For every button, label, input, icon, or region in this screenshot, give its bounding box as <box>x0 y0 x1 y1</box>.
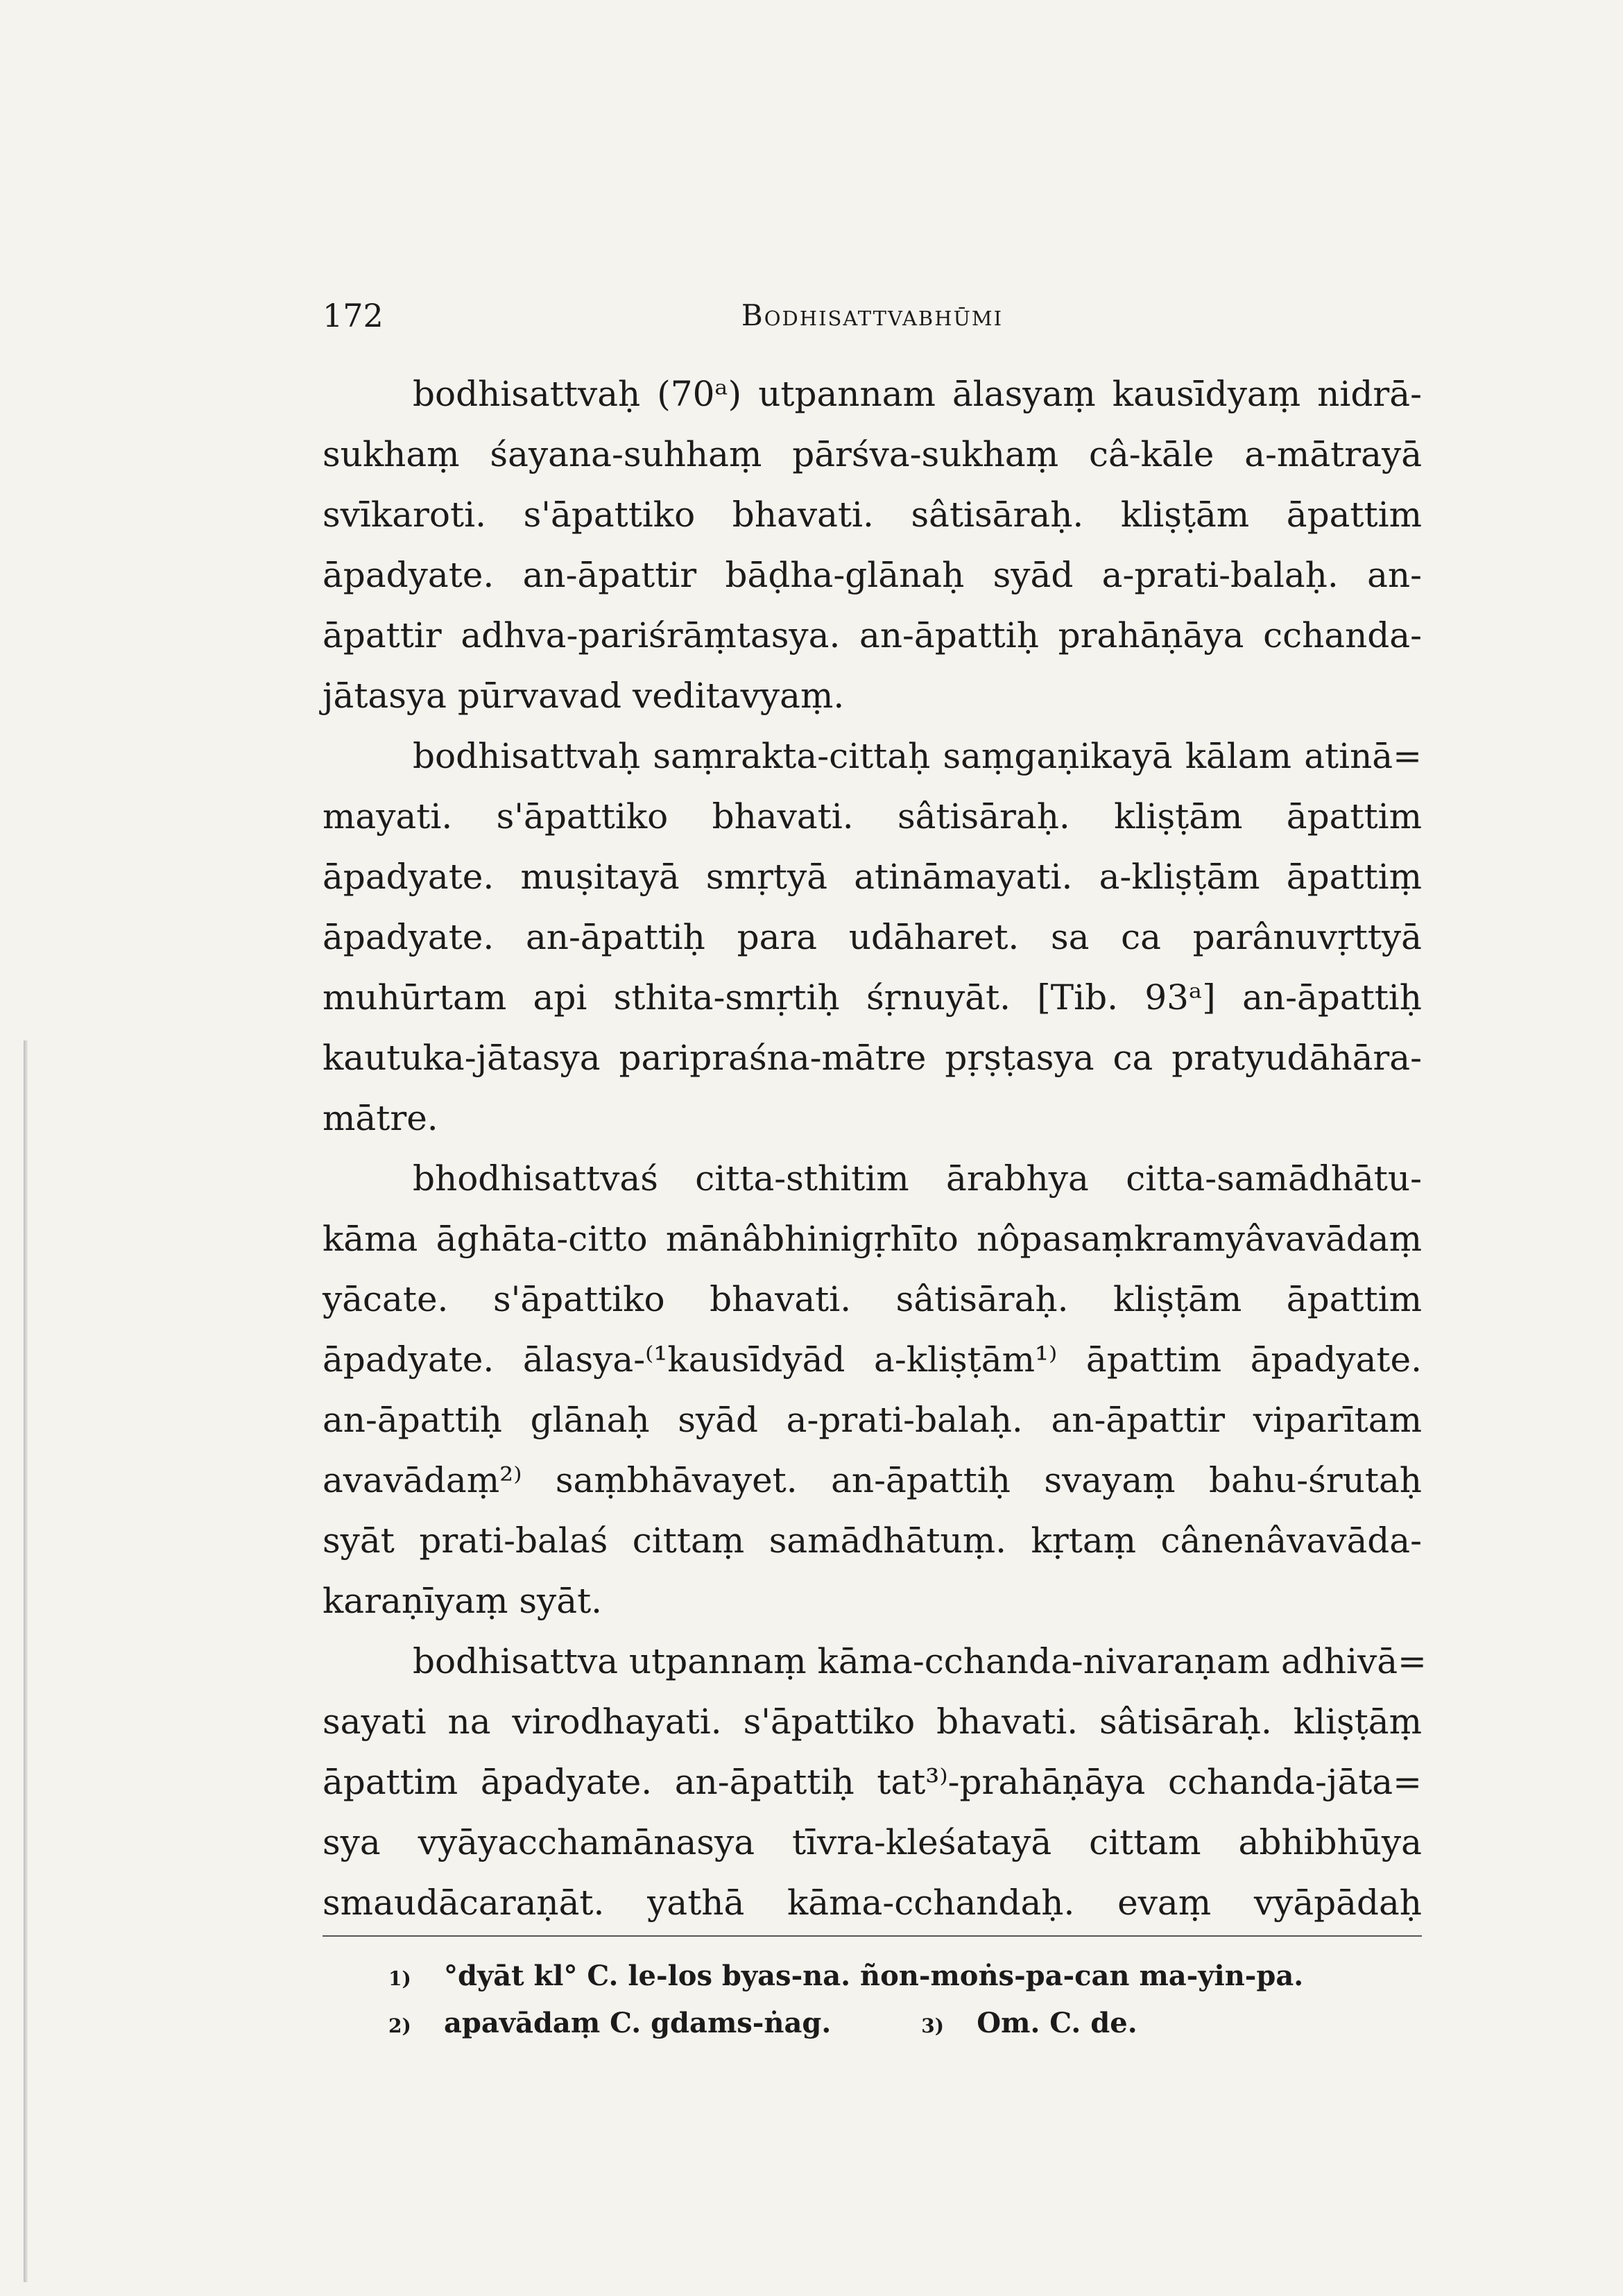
page-header <box>323 291 1422 340</box>
body-text <box>323 364 1427 1933</box>
text-line: āpattim āpadyate. an-āpattiḥ tat³⁾-prahāṇāya cchanda-jāta= <box>323 1762 1422 1802</box>
text-line: sayati na virodhayati. s'āpattiko bhavati. sâtisāraḥ. kliṣṭāṃ <box>323 1702 1422 1742</box>
text-line: syāt prati-balaś cittaṃ samādhātuṃ. kṛtaṃ cânenâvavāda- <box>323 1520 1422 1561</box>
text-line: karaṇīyaṃ syāt. <box>323 1581 603 1621</box>
footnote-text: Om. C. de. <box>977 2007 1137 2039</box>
text-line: āpadyate. muṣitayā smṛtyā atināmayati. a-kliṣṭām āpattiṃ <box>323 857 1422 897</box>
footnote-text: apavādaṃ C. gdams-ṅag. <box>444 2007 832 2039</box>
footnote-marker: 1) <box>388 1967 411 1990</box>
text-line: bodhisattvaḥ (70ᵃ) utpannam ālasyaṃ kausīdyaṃ nidrā- <box>413 374 1422 414</box>
footnote-rule <box>323 1935 1422 1937</box>
text-line: mayati. s'āpattiko bhavati. sâtisāraḥ. kliṣṭām āpattim <box>323 796 1422 837</box>
text-line: kāma āghāta-citto mānâbhinigṛhīto nôpasaṃkramyâvavādaṃ <box>323 1219 1422 1259</box>
text-line: jātasya pūrvavad veditavyaṃ. <box>323 676 845 716</box>
text-line: bodhisattva utpannaṃ kāma-cchanda-nivaraṇam adhivā= <box>413 1641 1427 1681</box>
running-title: Bodhisattvabhūmi <box>741 298 1004 332</box>
text-line: āpattir adhva-pariśrāṃtasya. an-āpattiḥ prahāṇāya cchanda- <box>323 615 1422 656</box>
text-line: āpadyate. ālasya-⁽¹kausīdyād a-kliṣṭām¹⁾ āpattim āpadyate. <box>323 1339 1422 1380</box>
text-line: avavādaṃ²⁾ saṃbhāvayet. an-āpattiḥ svayaṃ bahu-śrutaḥ <box>323 1460 1422 1500</box>
text-line: an-āpattiḥ glānaḥ syād a-prati-balaḥ. an-āpattir viparītam <box>323 1400 1422 1440</box>
text-line: yācate. s'āpattiko bhavati. sâtisāraḥ. kliṣṭām āpattim <box>323 1279 1422 1319</box>
text-line: sukhaṃ śayana-suhhaṃ pārśva-sukhaṃ câ-kāle a-mātrayā <box>323 434 1422 474</box>
text-line: mātre. <box>323 1098 438 1138</box>
footnote-marker: 2) <box>388 2014 411 2037</box>
text-line: bhodhisattvaś citta-sthitim ārabhya citta-samādhātu- <box>413 1158 1422 1199</box>
text-line: svīkaroti. s'āpattiko bhavati. sâtisāraḥ. kliṣṭām āpattim <box>323 495 1422 535</box>
footnote-marker: 3) <box>921 2014 945 2037</box>
page-number: 172 <box>323 297 384 334</box>
page-edge-shadow <box>24 1040 28 2282</box>
footnote-1 <box>388 1953 1303 2000</box>
footnotes <box>388 1953 1303 2047</box>
text-line: āpadyate. an-āpattiḥ para udāharet. sa ca parânuvṛttyā <box>323 917 1422 957</box>
text-line: sya vyāyacchamānasya tīvra-kleśatayā cittam abhibhūya <box>323 1822 1422 1862</box>
text-line: bodhisattvaḥ saṃrakta-cittaḥ saṃgaṇikayā kālam atinā= <box>413 736 1422 776</box>
footnote-text: °dyāt kl° C. le-los byas-na. ñon-moṅs-pa-can ma-yin-pa. <box>444 1960 1304 1992</box>
text-line: kautuka-jātasya paripraśna-mātre pṛṣṭasya ca pratyudāhāra- <box>323 1038 1422 1078</box>
text-line: muhūrtam api sthita-smṛtiḥ śṛnuyāt. [Tib. 93ᵃ] an-āpattiḥ <box>323 977 1422 1018</box>
text-line: smaudācaraṇāt. yathā kāma-cchandaḥ. evaṃ vyāpādaḥ <box>323 1883 1422 1923</box>
footnote-2-3 <box>388 2000 1303 2047</box>
text-line: āpadyate. an-āpattir bāḍha-glānaḥ syād a-prati-balaḥ. an- <box>323 555 1422 595</box>
